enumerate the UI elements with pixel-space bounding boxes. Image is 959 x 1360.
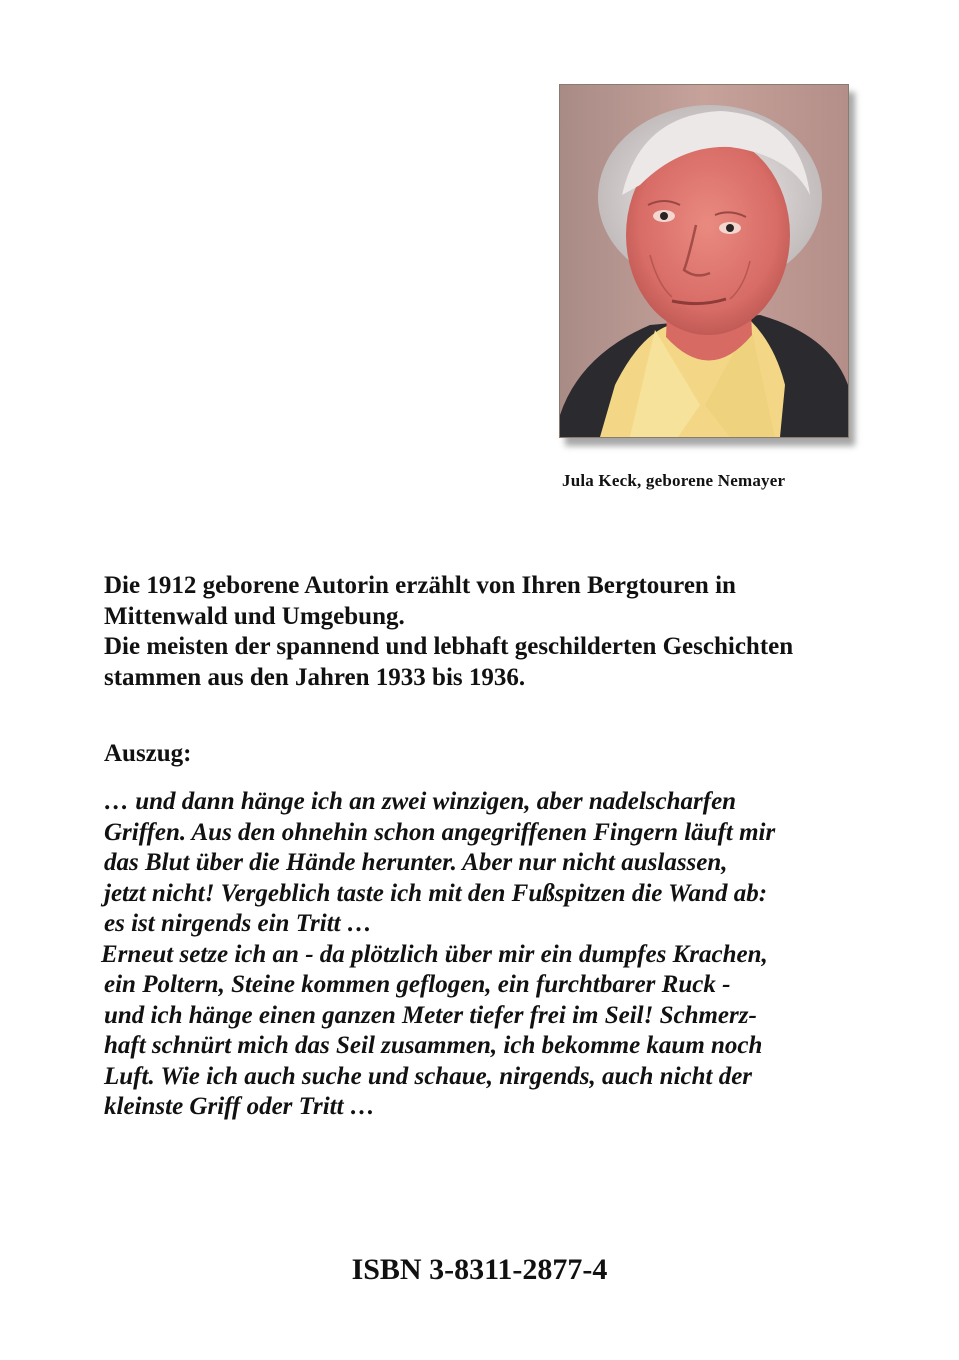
description-line: Die 1912 geborene Autorin erzählt von Ihren Bergtouren in xyxy=(104,572,736,599)
portrait-caption: Jula Keck, geborene Nemayer xyxy=(562,471,786,490)
portrait-photo-icon xyxy=(560,85,848,437)
excerpt-line: und ich hänge einen ganzen Meter tiefer frei im Seil! Schmerz- xyxy=(104,1001,757,1029)
excerpt-line: das Blut über die Hände herunter. Aber nur nicht auslassen, xyxy=(104,849,728,876)
book-description xyxy=(104,571,904,693)
description-line: stammen aus den Jahren 1933 bis 1936. xyxy=(104,663,526,691)
excerpt-line: es ist nirgends ein Tritt … xyxy=(104,910,372,937)
excerpt-line: … und dann hänge ich an zwei winzigen, aber nadelscharfen xyxy=(104,788,737,815)
excerpt-line: ein Poltern, Steine kommen geflogen, ein furchtbarer Ruck - xyxy=(104,971,731,998)
description-line: Die meisten der spannend und lebhaft geschilderten Geschichten xyxy=(104,633,794,660)
excerpt-line: Griffen. Aus den ohnehin schon angegriffenen Fingern läuft mir xyxy=(104,818,776,846)
excerpt-line: Erneut setze ich an - da plötzlich über mir ein dumpfes Krachen, xyxy=(101,940,768,968)
author-portrait xyxy=(559,84,849,438)
description-line: Mittenwald und Umgebung. xyxy=(104,602,405,630)
excerpt-line: haft schnürt mich das Seil zusammen, ich bekomme kaum noch xyxy=(104,1032,763,1059)
excerpt-heading: Auszug: xyxy=(104,740,192,767)
isbn-number: ISBN 3-8311-2877-4 xyxy=(351,1253,608,1286)
excerpt-line: kleinste Griff oder Tritt … xyxy=(104,1093,375,1120)
excerpt-text xyxy=(101,787,924,1123)
excerpt-line: Luft. Wie ich auch suche und schaue, nirgends, auch nicht der xyxy=(104,1062,753,1090)
excerpt-line: jetzt nicht! Vergeblich taste ich mit den Fußspitzen die Wand ab: xyxy=(104,879,768,907)
